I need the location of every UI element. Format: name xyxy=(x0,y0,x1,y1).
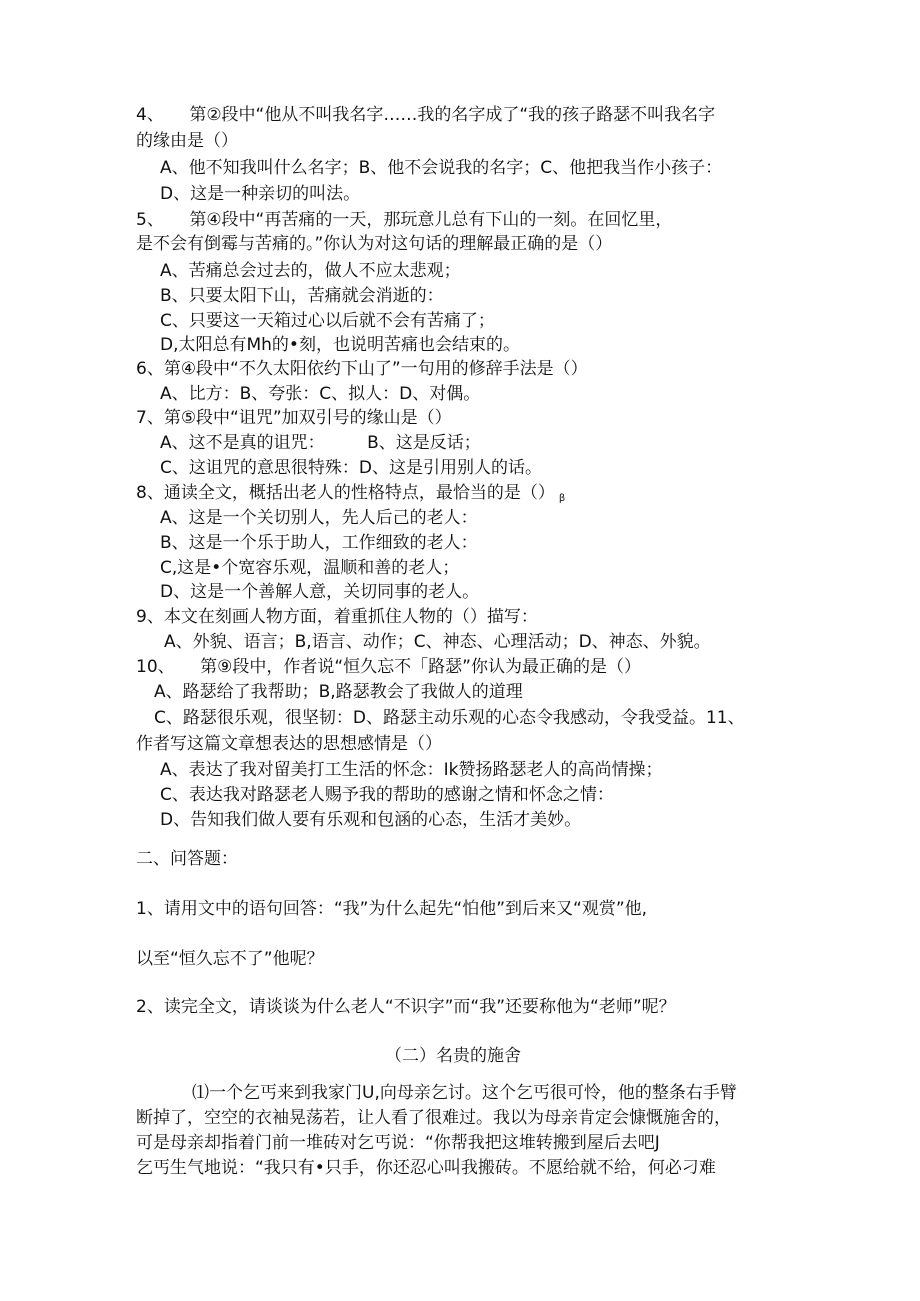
q11-option-c: C、表达我对路瑟老人赐予我的帮助的感谢之情和怀念之情： xyxy=(160,785,614,805)
q6-line1: 6、第④段中“不久太阳依约下山了”一句用的修辞手法是（） xyxy=(136,359,588,379)
q6-options: A、比方：B、夸张：C、拟人：D、对偶。 xyxy=(160,384,481,404)
article-paragraph-line4: 乞丐生气地说：“我只有•只手，你还忍心叫我搬砖。不愿给就不给，何必刁难 xyxy=(136,1158,716,1178)
section2-q1-line2: 以至“恒久忘不了”他呢？ xyxy=(136,949,324,969)
q9-options: A、外貌、语言；B,语言、动作；C、神态、心理活动；D、神态、外貌。 xyxy=(164,632,711,652)
section2-q2: 2、读完全文，请谈谈为什么老人“不识字”而“我”还要称他为“老师”呢？ xyxy=(136,997,676,1017)
article-paragraph-line1: ⑴一个乞丐来到我家门U,向母亲乞讨。这个乞丐很可怜，他的整条右手臂 xyxy=(192,1083,737,1103)
q5-option-a: A、苦痛总会过去的，做人不应太悲观； xyxy=(160,261,461,281)
q4-line1: 4、 第②段中“他从不叫我名字……我的名字成了“我的孩子路瑟不叫我名字 xyxy=(136,105,716,125)
q4-option-a: A、他不知我叫什么名字；B、他不会说我的名字；C、他把我当作小孩子： xyxy=(160,158,723,178)
article-title: （二）名贵的施舍 xyxy=(385,1046,521,1066)
q8-question-text: 8、通读全文，概括出老人的性格特点，最恰当的是（） xyxy=(136,483,555,503)
article-paragraph-line2: 断掉了，空空的衣袖晃荡若，让人看了很难过。我以为母亲肯定会慷慨施舍的， xyxy=(136,1108,731,1128)
q5-option-d: D,太阳总有Mh的•刻，也说明苦痛也会结束的。 xyxy=(160,335,520,355)
q11-line1: 作者写这篇文章想表达的思想感情是（） xyxy=(136,734,442,754)
q4-line2: 的缘由是（） xyxy=(136,131,238,151)
q7-options-ab: A、这不是真的诅咒： B、这是反话； xyxy=(160,433,481,453)
section2-heading: 二、问答题： xyxy=(136,849,238,869)
q7-line1: 7、第⑤段中“诅咒”加双引号的缘山是（） xyxy=(136,408,452,428)
q8-option-a: A、这是一个关切别人，先人后己的老人： xyxy=(160,508,478,528)
q8-mark: β xyxy=(558,493,566,504)
q8-option-b: B、这是一个乐于助人，工作细致的老人： xyxy=(160,533,478,553)
q10-options-cd: C、路瑟很乐观，很坚韧：D、路瑟主动乐观的心态令我感动，令我受益。11、 xyxy=(154,708,745,728)
q5-option-b: B、只要太阳下山，苦痛就会消逝的： xyxy=(160,286,444,306)
q11-option-a: A、表达了我对留美打工生活的怀念：Ik赞扬路瑟老人的高尚情操； xyxy=(160,760,663,780)
q5-line2: 是不会有倒霉与苦痛的。”你认为对这句话的理解最正确的是（） xyxy=(136,234,613,254)
q7-options-cd: C、这诅咒的意思很特殊：D、这是引用别人的话。 xyxy=(160,458,542,478)
q4-option-d: D、这是一种亲切的叫法。 xyxy=(160,184,361,204)
q9-line1: 9、本文在刻画人物方面，着重抓住人物的（）描写： xyxy=(136,607,538,627)
q11-option-d: D、告知我们做人要有乐观和包涵的心态，生活才美妙。 xyxy=(160,810,582,830)
q8-line1 xyxy=(136,482,565,510)
article-paragraph-line3: 可是母亲却指着门前一堆砖对乞丐说：“你帮我把这堆转搬到屋后去吧J xyxy=(136,1133,660,1153)
section2-q1-line1: 1、请用文中的语句回答：“我”为什么起先“怕他”到后来又“观赏”他, xyxy=(136,899,648,919)
q10-line1: 10、 第⑨段中，作者说“恒久忘不「路瑟”你认为最正确的是（） xyxy=(136,657,641,677)
q8-option-d: D、这是一个善解人意，关切同事的老人。 xyxy=(160,582,480,602)
q5-option-c: C、只要这一天箱过心以后就不会有苦痛了； xyxy=(160,311,495,331)
q8-option-c: C,这是•个宽容乐观，温顺和善的老人； xyxy=(160,558,460,578)
q5-line1: 5、 第④段中“再苦痛的一天，那玩意儿总有下山的一刻。在回忆里， xyxy=(136,210,673,230)
q10-options-ab: A、路瑟给了我帮助；B,路瑟教会了我做人的道理 xyxy=(154,682,523,702)
